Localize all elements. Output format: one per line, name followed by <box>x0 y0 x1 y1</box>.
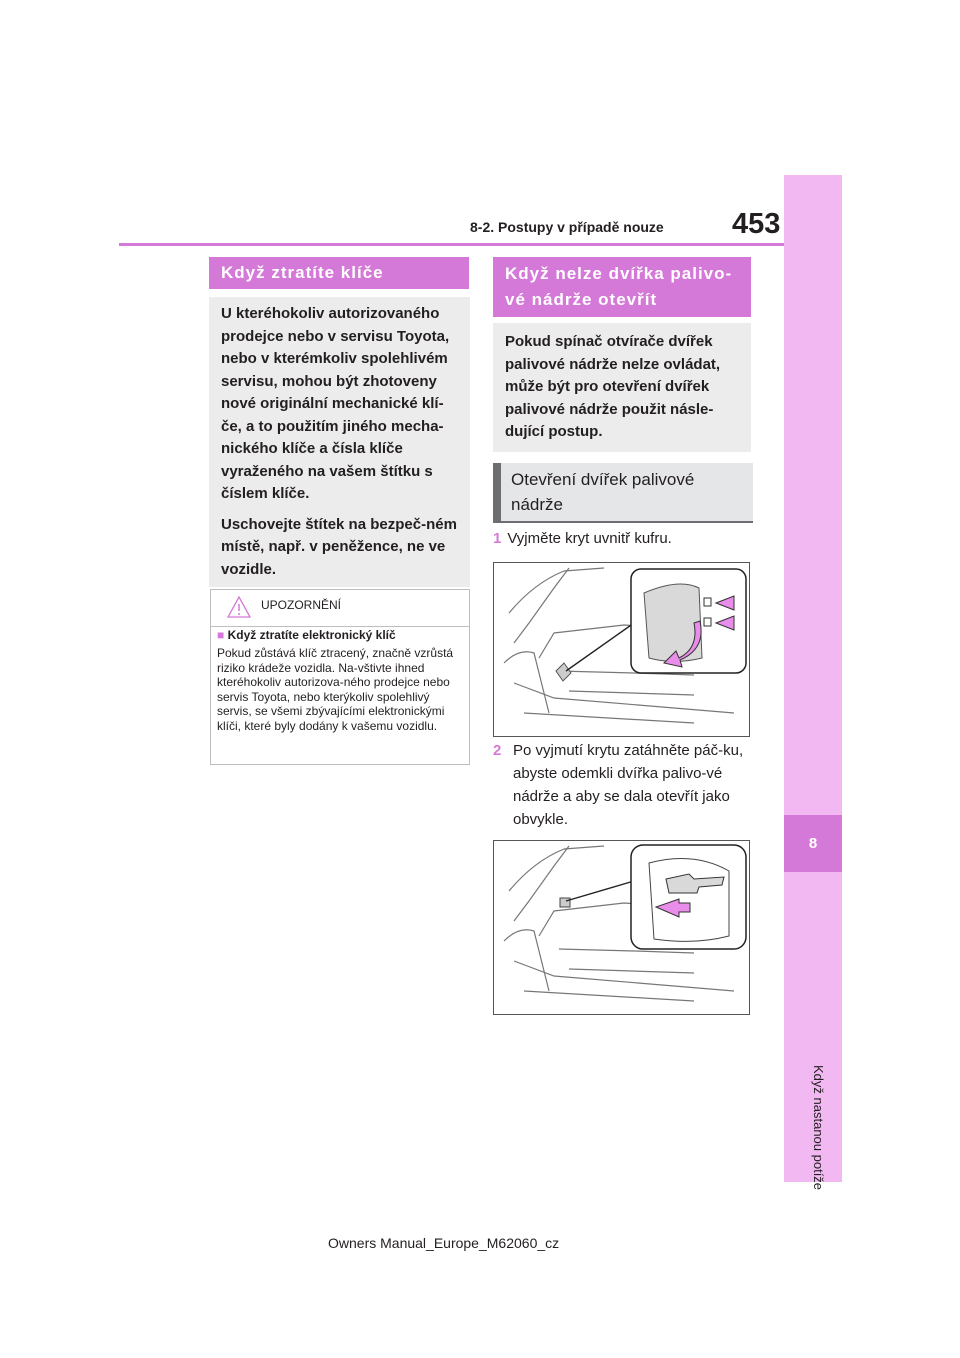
square-bullet-icon: ■ <box>217 628 225 642</box>
lost-keys-heading: Když ztratíte klíče <box>209 257 469 289</box>
chapter-number: 8 <box>808 835 818 852</box>
warning-triangle-icon <box>227 596 251 618</box>
lost-keys-paragraph-2: Uschovejte štítek na bezpeč-ném místě, např. v peněžence, ne ve vozidle. <box>221 515 457 578</box>
warning-box <box>210 589 470 765</box>
fuel-door-intro: Pokud spínač otvírače dvířek palivové nádrže nelze ovládat, může být pro otevření dvířek palivové nádrže použit násle-dující postup. <box>505 333 721 440</box>
trunk-cover-figure <box>493 562 750 737</box>
page-number: 453 <box>732 208 781 240</box>
warning-subtitle: Když ztratíte elektronický klíč <box>227 628 396 642</box>
lost-keys-paragraph-1: U kteréhokoliv autorizovaného prodejce nebo v servisu Toyota, nebo v kterémkoliv spolehlivém servisu, mohou být zhotoveny nové originální mechanické klí-če, a to použitím jiného mecha-nického klíče a čísla klíče vyraženého na vašem štítku s číslem klíče. <box>221 305 450 502</box>
fuel-door-subheading: Otevření dvířek palivové nádrže <box>493 463 753 523</box>
step-2-text: Po vyjmutí krytu zatáhněte páč-ku, abyste odemkli dvířka palivo-vé nádrže a aby se dala otevřít jako obvykle. <box>513 742 744 828</box>
fuel-door-heading: Když nelze dvířka palivo-vé nádrže otevřít <box>493 257 751 317</box>
step-1-text: Vyjměte kryt uvnitř kufru. <box>507 530 672 547</box>
warning-header <box>211 590 469 627</box>
section-title: 8-2. Postupy v případě nouze <box>470 219 664 235</box>
chapter-side-tab <box>784 175 842 1191</box>
step-1-number: 1 <box>493 530 502 547</box>
footer-manual-id: Owners Manual_Europe_M62060_cz <box>328 1235 560 1251</box>
lost-keys-info-box <box>209 297 470 587</box>
warning-subtitle-row <box>217 628 396 642</box>
fuel-door-intro-box <box>493 323 751 452</box>
header-rule <box>119 243 784 246</box>
step-2-number: 2 <box>493 742 502 759</box>
chapter-title: Když nastanou potíže <box>811 1065 826 1191</box>
step-1 <box>493 527 751 550</box>
step-2 <box>493 739 751 831</box>
warning-text: Pokud zůstává klíč ztracený, značně vzrůstá riziko krádeže vozidla. Na-vštivte ihned kteréhokoliv autorizova-ného prodejce nebo servis Toyota, nebo kterýkoliv spolehlivý servis, se všemi zbývajícími elektronickými klíči, které byly dodány k vašemu vozidlu. <box>217 646 454 733</box>
fuel-lever-figure <box>493 840 750 1015</box>
warning-title: UPOZORNĚNÍ <box>261 598 342 612</box>
